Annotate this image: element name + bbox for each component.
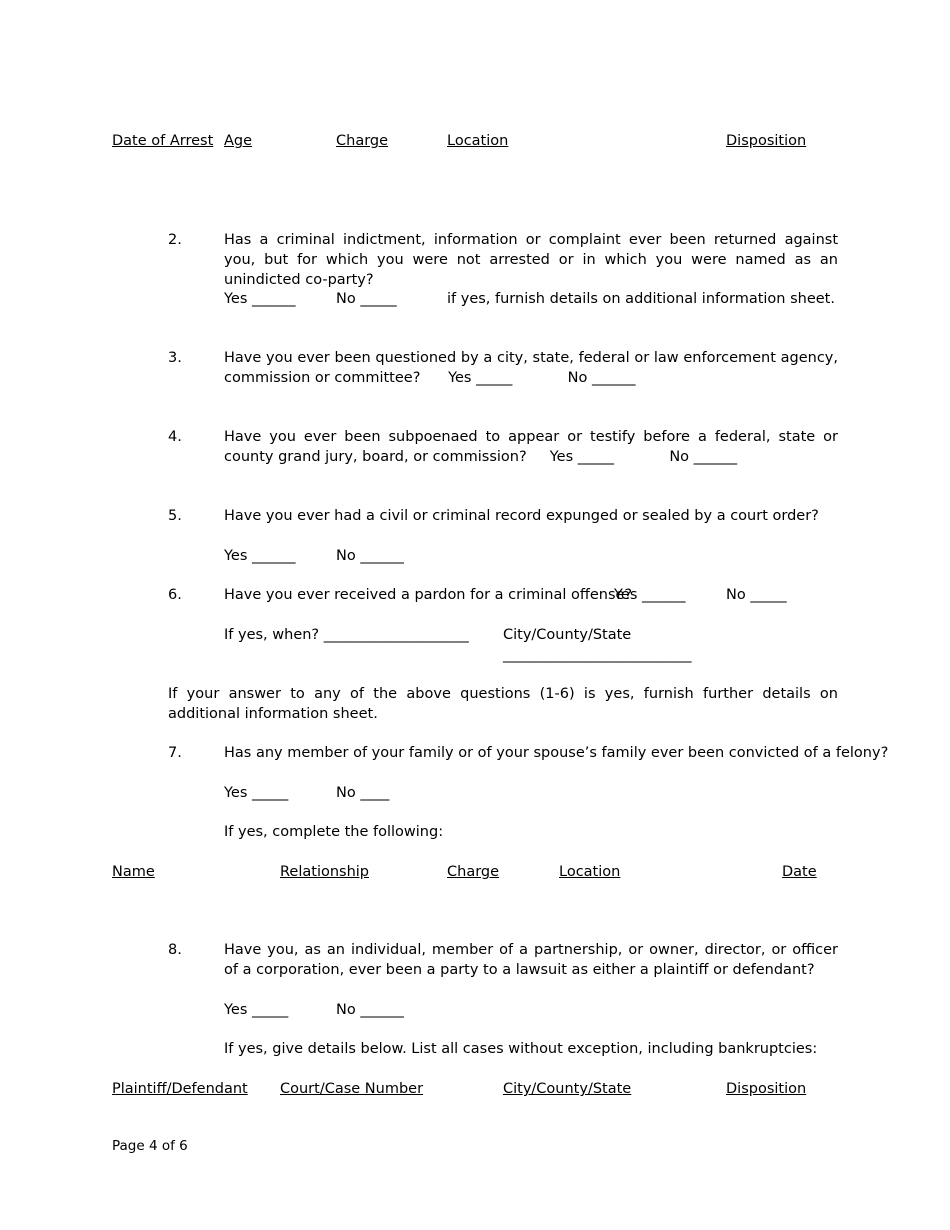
question-2-text: Has a criminal indictment, information or complaint ever been returned against you, but for which you were not arrested or in which you were named as an unindicted co-party? xyxy=(224,232,838,288)
header-relationship: Relationship xyxy=(280,864,370,880)
question-2-no-field[interactable]: No _____ xyxy=(336,291,397,307)
question-8-number: 8. xyxy=(168,942,182,958)
header-location: Location xyxy=(447,133,509,149)
question-3-no-field[interactable]: No ______ xyxy=(567,370,636,386)
header-plaintiff-defendant: Plaintiff/Defendant xyxy=(112,1081,248,1097)
question-5-yes-field[interactable]: Yes ______ xyxy=(224,548,296,564)
question-2-note: if yes, furnish details on additional information sheet. xyxy=(447,291,835,307)
question-4-yes-field[interactable]: Yes _____ xyxy=(549,449,615,465)
question-2-yes-field[interactable]: Yes ______ xyxy=(224,291,296,307)
question-6-yes-field[interactable]: Yes ______ xyxy=(614,587,686,603)
question-6-place-field[interactable]: __________________________ xyxy=(503,647,692,663)
question-4-label: Have you ever been subpoenaed to appear or testify before a federal, state or county grand jury, board, or commission? xyxy=(224,429,838,465)
header-location: Location xyxy=(559,864,621,880)
header-name: Name xyxy=(112,864,155,880)
question-7-number: 7. xyxy=(168,745,182,761)
question-4-text xyxy=(224,427,838,467)
question-5-text: Have you ever had a civil or criminal record expunged or sealed by a court order? xyxy=(224,508,819,524)
question-6-text: Have you ever received a pardon for a criminal offense? xyxy=(224,587,633,603)
header-disposition: Disposition xyxy=(726,1081,807,1097)
question-6-when-field[interactable]: If yes, when? ____________________ xyxy=(224,627,469,643)
question-3-number: 3. xyxy=(168,350,182,366)
question-7-yes-field[interactable]: Yes _____ xyxy=(224,785,289,801)
question-3-yes-field[interactable]: Yes _____ xyxy=(448,370,513,386)
question-3-text xyxy=(224,348,838,388)
question-6-no-field[interactable]: No _____ xyxy=(726,587,787,603)
header-date-of-arrest: Date of Arrest xyxy=(112,133,214,149)
question-5-number: 5. xyxy=(168,508,182,524)
question-4-number: 4. xyxy=(168,429,182,445)
header-date: Date xyxy=(782,864,817,880)
page-number: Page 4 of 6 xyxy=(112,1138,188,1154)
header-court-case-number: Court/Case Number xyxy=(280,1081,424,1097)
question-8-no-field[interactable]: No ______ xyxy=(336,1002,404,1018)
header-disposition: Disposition xyxy=(726,133,807,149)
question-8-text: Have you, as an individual, member of a partnership, or owner, director, or officer of a corporation, ever been a party to a lawsuit as either a plaintiff or defendant? xyxy=(224,942,838,978)
header-charge: Charge xyxy=(336,133,389,149)
question-5-no-field[interactable]: No ______ xyxy=(336,548,404,564)
question-4-no-field[interactable]: No ______ xyxy=(669,449,738,465)
header-charge: Charge xyxy=(447,864,500,880)
question-2-number: 2. xyxy=(168,232,182,248)
question-7-no-field[interactable]: No ____ xyxy=(336,785,390,801)
summary-note: If your answer to any of the above questions (1-6) is yes, furnish further details on additional information sheet. xyxy=(168,686,838,722)
header-city-county-state: City/County/State xyxy=(503,1081,632,1097)
question-7-followup: If yes, complete the following: xyxy=(224,824,444,840)
header-age: Age xyxy=(224,133,253,149)
question-8-yes-field[interactable]: Yes _____ xyxy=(224,1002,289,1018)
question-6-number: 6. xyxy=(168,587,182,603)
question-8-followup: If yes, give details below. List all cases without exception, including bankruptcies: xyxy=(224,1041,818,1057)
question-6-place-label: City/County/State xyxy=(503,627,632,643)
question-3-label: Have you ever been questioned by a city, state, federal or law enforcement agency, commission or committee? xyxy=(224,350,838,386)
question-7-text: Has any member of your family or of your spouse’s family ever been convicted of a felony? xyxy=(224,745,889,761)
